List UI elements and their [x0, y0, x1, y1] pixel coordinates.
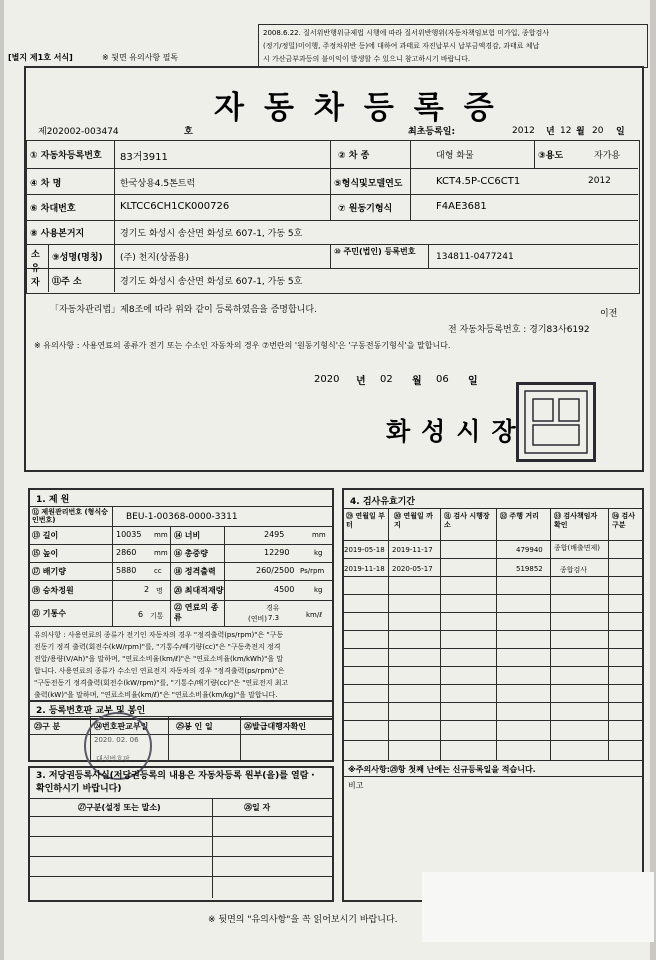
issue-month: 02 — [380, 374, 393, 385]
label-displacement: ⑰ 배기량 — [32, 567, 66, 576]
height-unit: mm — [154, 549, 168, 557]
notice-box — [258, 24, 648, 68]
value-vin: KLTCC6CH1CK000726 — [120, 201, 230, 212]
registration-number: 제202002-003474 — [38, 127, 119, 137]
label-cylinders: ㉑ 기통수 — [32, 609, 66, 618]
issue-year-unit: 년 — [356, 376, 366, 387]
label-vin: ⑥ 차대번호 — [30, 204, 76, 214]
official-seal — [516, 382, 596, 462]
col-seal-date: ㉕봉 인 일 — [176, 722, 213, 731]
spec-note-line: "구동전동기 정격출력(회전수(kW/rpm)"를, "기통수/배기량(cc)"은 "연료전지 최고 — [34, 679, 289, 687]
value-rated-power: 260/2500 — [256, 566, 295, 575]
issue-day-unit: 일 — [468, 376, 478, 387]
col-plate-issue-date: ㉔번호판교부일 — [94, 722, 149, 731]
col-place: ㉛ 검사 시행장소 — [444, 512, 490, 529]
label-reg-number: ① 자동차등록번호 — [30, 151, 102, 161]
col-from: ㉙ 연월일 부터 — [346, 512, 385, 529]
inspection-note: ※주의사항:㉙항 첫째 난에는 신규등록일을 적습니다. — [348, 765, 536, 774]
col-mortgage-type: ㉗구분(설정 또는 말소) — [78, 803, 161, 812]
label-seats: ⑲ 승차정원 — [32, 586, 74, 595]
value-address: 경기도 화성시 송산면 화성로 607-1, 가동 5호 — [120, 277, 303, 287]
value-location: 경기도 화성시 송산면 화성로 607-1, 가동 5호 — [120, 229, 303, 239]
value-owner-name: (주) 천지(상품용) — [120, 253, 190, 263]
remark-label: 비고 — [348, 781, 364, 790]
footer-note: ※ 뒷면의 "유의사항"을 꼭 읽어보시기 바랍니다. — [208, 915, 398, 925]
label-length: ⑬ 길이 — [32, 531, 59, 540]
value-reg-number: 83거3911 — [120, 152, 168, 163]
value-model-year: 2012 — [588, 176, 611, 186]
value-vehicle-name: 한국상용4.5톤트럭 — [120, 179, 196, 189]
label-vehicle-type: ② 차 종 — [338, 151, 370, 161]
displacement-unit: cc — [154, 567, 162, 575]
value-spec-id: BEU-1-00368-0000-3311 — [126, 512, 238, 522]
value-cylinders: 6 — [138, 610, 144, 619]
row2-from: 2019-11-18 — [344, 565, 385, 573]
owner-side-label: 소 유 자 — [31, 250, 40, 288]
col-inspection-type: ㉞ 검사 구분 — [612, 512, 635, 529]
spec-note-line: 출력(kW)"을 말하며, "연료소비율(km/ℓ)"은 "연료소비율(km/kg)"을 말합니다. — [34, 691, 278, 699]
back-note: ※ 뒷면 유의사항 필독 — [102, 53, 179, 62]
spec-note-line: 합니다. 사용연료의 종류가 수소인 연료전지 자동차의 경우 "정격출력(ps/rpm)"은 — [34, 667, 285, 675]
value-displacement: 5880 — [116, 566, 137, 575]
label-engine: ⑦ 원동기형식 — [338, 204, 393, 214]
label-address: ⑪주 소 — [52, 277, 82, 287]
label-model: ⑤형식및모델연도 — [334, 179, 403, 189]
label-max-load: ⑳ 최대적재량 — [174, 586, 224, 595]
label-efficiency: (연비) — [248, 615, 267, 623]
label-use: ③용도 — [538, 151, 564, 161]
label-owner-name: ⑨성명(명칭) — [52, 253, 103, 263]
col-mileage: ㉜ 주행 거리 — [500, 512, 539, 520]
row1-mileage: 479940 — [516, 546, 543, 554]
value-efficiency: 7.3 — [268, 614, 280, 622]
length-unit: mm — [154, 531, 168, 539]
document-title: 자동차등록증 — [214, 90, 514, 126]
label-width: ⑭ 너비 — [174, 531, 201, 540]
year-unit: 년 — [546, 127, 555, 137]
spec-note-line: 유의사항 : 사용연료의 종류가 전기인 자동차의 경우 "정격출력(ps/rpm)"은 "구동 — [34, 631, 284, 639]
month-unit: 월 — [576, 127, 585, 137]
reg-suffix: 호 — [184, 127, 193, 137]
row2-to: 2020-05-17 — [392, 565, 433, 573]
issuer-name: 화성시장 — [386, 417, 527, 446]
row1-type: 종합(배출면제) — [554, 544, 601, 552]
col-agent-confirm: ㉖발급대행자확인 — [244, 722, 307, 731]
spec-note-line: 전압/용량(V/Ah)"을 말하며, "연료소비율(km/ℓ)"은 "연료소비율(km/kWh)"을 말 — [34, 655, 284, 663]
previous-reg-number: 전 자동차등록번호 : 경기83사6192 — [448, 325, 590, 335]
value-model: KCT4.5P-CC6CT1 — [436, 176, 521, 187]
row1-from: 2019-05-18 — [344, 546, 385, 554]
cylinders-unit: 기통 — [150, 612, 164, 620]
plate-stamp-name: 대성번호판 — [96, 755, 130, 763]
col-to: ㉚ 연월일 까지 — [394, 512, 433, 529]
rated-power-unit: Ps/rpm — [300, 567, 325, 575]
seats-unit: 명 — [156, 587, 163, 595]
max-load-unit: kg — [314, 586, 323, 594]
col-inspector: ㉝ 검사책임자 확인 — [554, 512, 598, 529]
issue-month-unit: 월 — [412, 376, 422, 387]
label-location: ⑧ 사용본거지 — [30, 229, 85, 239]
row1-to: 2019-11-17 — [392, 546, 433, 554]
value-use: 자가용 — [594, 151, 621, 161]
day-unit: 일 — [616, 127, 625, 137]
gross-weight-unit: kg — [314, 549, 323, 557]
issue-day: 06 — [436, 374, 449, 385]
label-height: ⑮ 높이 — [32, 549, 59, 558]
value-vehicle-type: 대형 화물 — [436, 151, 474, 161]
label-rated-power: ⑱ 정격출력 — [174, 567, 216, 576]
value-max-load: 4500 — [274, 585, 295, 594]
value-width: 2495 — [264, 530, 285, 539]
registration-certificate — [4, 0, 650, 960]
notice-line: (정기/정밀)미이행, 주정차위반 등)에 대하여 과태료 자진납부시 납부금액경감, 과태료 체납 — [263, 42, 540, 50]
field-grid — [26, 140, 640, 294]
first-reg-month: 12 — [560, 126, 572, 136]
row2-type: 종합검사 — [560, 566, 588, 574]
issue-year: 2020 — [314, 374, 340, 385]
plate-stamp-date: 2020. 02. 06 — [94, 736, 139, 744]
seal-icon — [519, 385, 593, 459]
efficiency-unit: km/ℓ — [306, 611, 323, 619]
plates-section-title: 2. 등록번호판 교부 및 봉인 — [36, 706, 146, 716]
col-mortgage-date: ㉘일 자 — [244, 803, 271, 812]
label-fuel: ㉒ 연료의 종류 — [174, 603, 219, 622]
label-gross-weight: ⑯ 총중량 — [174, 549, 208, 558]
notice-line: 시 가산금부과등의 불이익이 발생할 수 있으니 참고하시기 바랍니다. — [263, 55, 471, 63]
value-height: 2860 — [116, 548, 137, 557]
row2-mileage: 519852 — [516, 565, 543, 573]
value-seats: 2 — [144, 585, 150, 594]
notice-line: 2008.6.22. 질서위반행위규제법 시행에 따라 질서위반행위(자동차책임보험 미가입, 종합검사 — [263, 29, 550, 37]
mortgage-section-title: 3. 저당권등록사실(저당권등록의 내용은 자동차등록 원부(을)를 열람・확인하시기 바랍니다) — [36, 771, 318, 794]
first-reg-year: 2012 — [512, 126, 535, 136]
width-unit: mm — [312, 531, 326, 539]
transfer-label: 이전 — [600, 309, 618, 319]
form-label: [별지 제1호 서식] — [8, 53, 73, 62]
col-category: ㉓구 분 — [34, 722, 61, 731]
value-gross-weight: 12290 — [264, 548, 290, 557]
inspection-section-title: 4. 검사유효기간 — [350, 497, 415, 507]
certify-text: 「자동차관리법」제8조에 따라 위와 같이 등록하였음을 증명합니다. — [50, 305, 317, 315]
first-reg-day: 20 — [592, 126, 604, 136]
first-reg-label: 최초등록일: — [408, 127, 456, 137]
value-engine: F4AE3681 — [436, 201, 487, 212]
value-length: 10035 — [116, 530, 142, 539]
value-id-number: 134811-0477241 — [436, 252, 514, 262]
spec-note-line: 전동기 정격 출력(회전수(kW/rpm)"를, "기통수/배기량(cc)"은 "구동축전지 정격 — [34, 643, 281, 651]
value-fuel: 경유 — [266, 604, 280, 612]
label-id-number: ⑩ 주민(법인) 등록번호 — [334, 247, 416, 256]
label-vehicle-name: ④ 차 명 — [30, 179, 62, 189]
label-spec-id: ⑫ 제원관리번호 (형식승인번호) — [32, 508, 108, 524]
spec-section-title: 1. 제 원 — [36, 495, 70, 505]
redaction-block — [422, 872, 654, 942]
caution-note: ※ 유의사항 : 사용연료의 종류가 전기 또는 수소인 자동차의 경우 ⑦번란의 '원동기형식'은 '구동전동기형식'을 말합니다. — [34, 341, 451, 350]
